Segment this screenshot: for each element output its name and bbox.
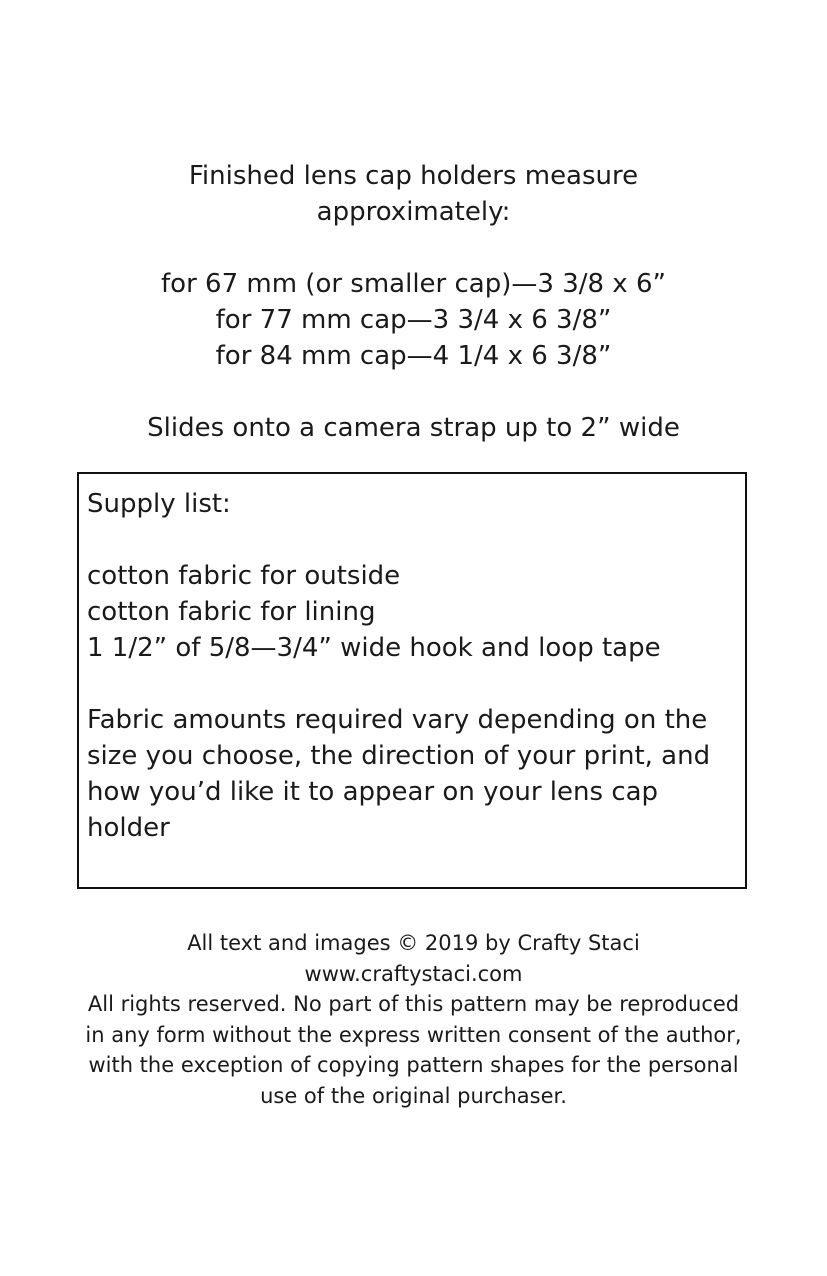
size-67mm: for 67 mm (or smaller cap)—3 3/8 x 6” bbox=[161, 269, 666, 299]
strap-note: Slides onto a camera strap up to 2” wide bbox=[147, 413, 680, 443]
supply-items bbox=[87, 558, 737, 666]
spacer bbox=[87, 522, 737, 558]
supply-item-outside-fabric: cotton fabric for outside bbox=[87, 561, 401, 591]
size-84mm: for 84 mm cap—4 1/4 x 6 3/8” bbox=[215, 341, 612, 371]
spacer bbox=[0, 374, 827, 410]
finished-size-heading-line2: approximately: bbox=[316, 197, 511, 227]
finished-size-section bbox=[0, 158, 827, 446]
copyright-footer bbox=[0, 928, 827, 1111]
finished-size-heading-line1: Finished lens cap holders measure bbox=[188, 161, 639, 191]
website-link: www.craftystaci.com bbox=[304, 961, 523, 986]
supply-list-box bbox=[77, 472, 747, 889]
supply-list-heading: Supply list: bbox=[87, 489, 231, 519]
supply-item-hook-loop-tape: 1 1/2” of 5/8—3/4” wide hook and loop tape bbox=[87, 633, 661, 663]
size-77mm: for 77 mm cap—3 3/4 x 6 3/8” bbox=[215, 305, 612, 335]
spacer bbox=[0, 230, 827, 266]
copyright-line: All text and images © 2019 by Crafty Staci bbox=[187, 931, 640, 955]
supply-item-lining-fabric: cotton fabric for lining bbox=[87, 597, 376, 627]
rights-reserved-notice: All rights reserved. No part of this pattern may be reproduced in any form without the express written consent of the author, with the exception of copying pattern shapes for the personal use of the original purchaser. bbox=[85, 992, 742, 1108]
spacer bbox=[87, 666, 737, 702]
fabric-amount-note: Fabric amounts required vary depending on the size you choose, the direction of your print, and how you’d like it to appear on your lens cap holder bbox=[87, 705, 711, 843]
